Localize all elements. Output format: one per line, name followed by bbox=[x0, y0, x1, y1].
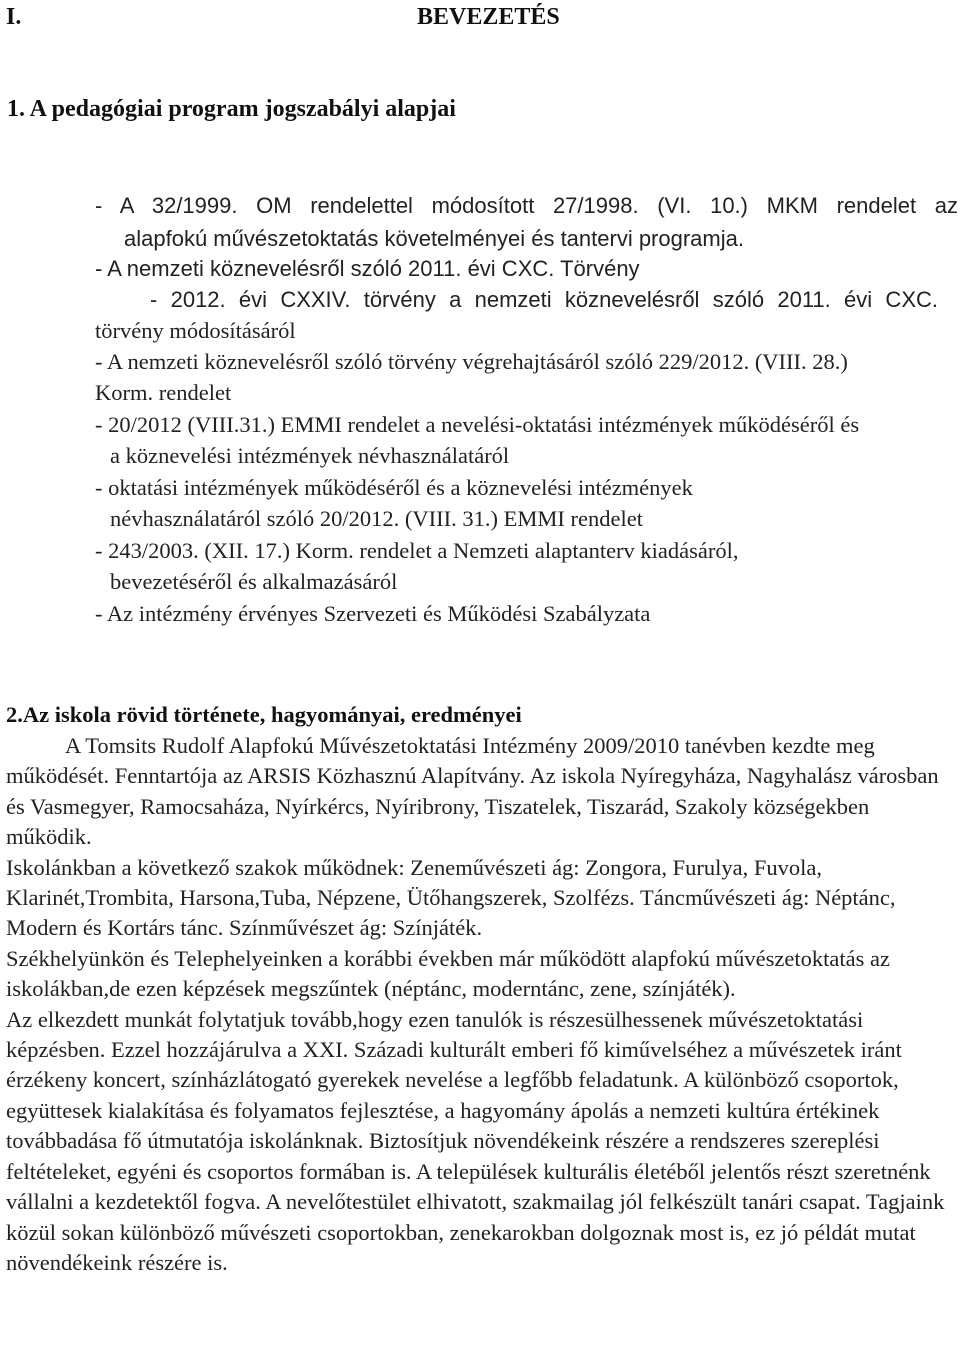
paragraph: A Tomsits Rudolf Alapfokú Művészetoktatási Intézmény 2009/2010 tanévben kezdte meg működését. Fenntartója az ARSIS Közhasznú Alapítvány. Az iskola Nyíregyháza, Nagyhalász városban és Vasmegyer, Ramocsaháza, Nyírkércs, Nyíribrony, Tiszatelek, Tiszarád, Szakoly községekben működik. bbox=[6, 733, 939, 850]
list-item: - A nemzeti köznevelésről szóló törvény végrehajtásáról szóló 229/2012. (VIII. 28.) bbox=[95, 349, 848, 374]
chapter-title: BEVEZETÉS bbox=[417, 4, 560, 30]
list-item-continuation: törvény módosításáról bbox=[95, 318, 296, 343]
list-item: - Az intézmény érvényes Szervezeti és Működési Szabályzata bbox=[95, 601, 651, 626]
list-item-continuation: Korm. rendelet bbox=[95, 380, 232, 405]
chapter-number: I. bbox=[6, 4, 22, 30]
list-item-continuation: bevezetéséről és alkalmazásáról bbox=[110, 569, 398, 594]
list-item-continuation: alapfokú művészetoktatás követelményei és tantervi programja. bbox=[124, 226, 744, 251]
list-item-continuation: névhasználatáról szóló 20/2012. (VIII. 31.) EMMI rendelet bbox=[110, 506, 643, 531]
paragraph: Az elkezdett munkát folytatjuk tovább,hogy ezen tanulók is részesülhessenek művészetoktatási képzésben. Ezzel hozzájárulva a XXI. Századi kulturált emberi fő kiművelséhez a művészetek iránt érzékeny koncert, színházlátogató gyerekek nevelése a legfőbb feladatunk. A különböző csoportok, együttesek kialakítása és folyamatos fejlesztése, a hagyomány ápolás a nemzeti kultúra értékinek továbbadása fő útmutatója iskolánknak. Biztosítjuk növendékeink részére a rendszeres szereplési feltételeket, egyéni és csoportos formában is. A települések kulturális életéből jelentős részt szeretnénk vállalni a kezdetektől fogva. A nevelőtestület elhivatott, szakmailag jól felkészült tanári csapat. Tagjaink közül sokan különböző művészeti csoportokban, zenekarokban dolgoznak most is, ez jó példát mutat növendékeink részére is. bbox=[6, 1006, 945, 1275]
paragraph: Székhelyünkön és Telephelyeinken a korábbi években már működött alapfokú művészetoktatás az iskolákban,de ezen képzések megszűntek (néptánc, moderntánc, zene, színjáték). bbox=[6, 945, 890, 1002]
list-item: - oktatási intézmények működéséről és a köznevelési intézmények bbox=[95, 475, 693, 500]
section-heading-legal-basis: 1. A pedagógiai program jogszabályi alapjai bbox=[7, 96, 456, 122]
list-item: - A nemzeti köznevelésről szóló 2011. évi CXC. Törvény bbox=[95, 256, 640, 281]
section-heading-history: 2.Az iskola rövid története, hagyományai, eredményei bbox=[6, 702, 522, 727]
paragraph: Iskolánkban a következő szakok működnek: Zeneművészeti ág: Zongora, Furulya, Fuvola, Klarinét,Trombita, Harsona,Tuba, Népzene, Ütőhangszerek, Szolfézs. Táncművészeti ág: Néptánc, Modern és Kortárs tánc. Színművészet ág: Színjáték. bbox=[6, 854, 896, 941]
list-item: - 243/2003. (XII. 17.) Korm. rendelet a Nemzeti alaptanterv kiadásáról, bbox=[95, 538, 739, 563]
history-text bbox=[6, 731, 954, 1278]
list-item: - 2012. évi CXXIV. törvény a nemzeti köznevelésről szóló 2011. évi CXC. bbox=[150, 287, 938, 312]
list-item: - 20/2012 (VIII.31.) EMMI rendelet a nevelési-oktatási intézmények működéséről és bbox=[95, 412, 860, 437]
list-item-continuation: a köznevelési intézmények névhasználatáról bbox=[110, 443, 510, 468]
list-item: - A 32/1999. OM rendelettel módosított 27/1998. (VI. 10.) MKM rendelet az bbox=[95, 193, 958, 218]
